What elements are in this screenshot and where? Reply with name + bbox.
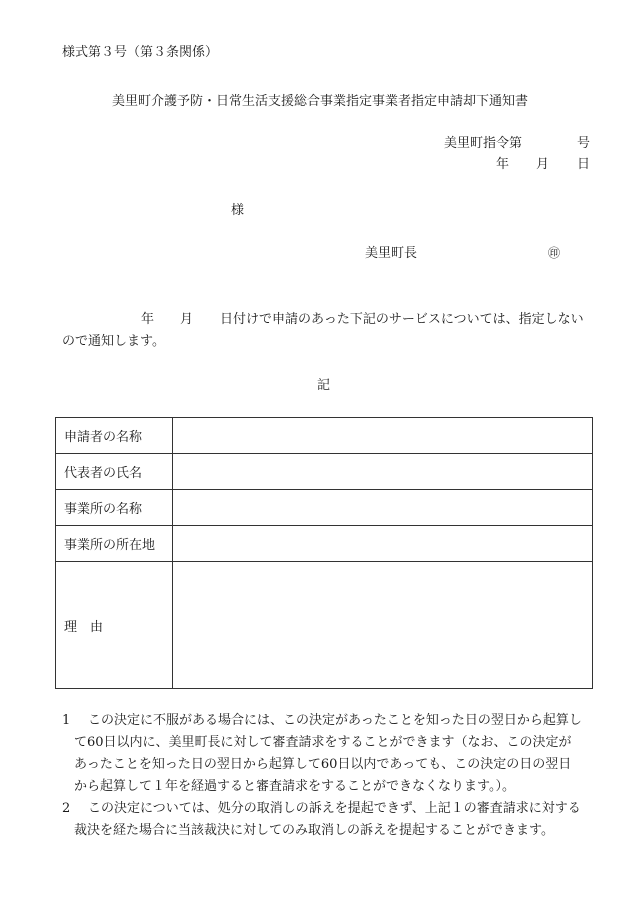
body-text-end: ので通知します。	[62, 334, 165, 349]
table-row	[56, 418, 593, 454]
note-2-line2: 裁決を経た場合に当該裁決に対してのみ取消しの訴えを提起することができます。	[74, 823, 554, 838]
office-address-label: 事業所の所在地	[56, 526, 173, 562]
order-number-suffix: 号	[577, 136, 591, 151]
body-text-start: 日付けで申請のあった下記のサービスについては、指定しない	[220, 312, 584, 327]
order-number-prefix: 美里町指令第	[444, 136, 523, 151]
note-1-line1: この決定に不服がある場合には、この決定があったことを知った日の翌日から起算し	[88, 713, 582, 728]
addressee-honorific: 様	[231, 203, 245, 218]
reason-label: 理 由	[56, 562, 173, 689]
form-label: 様式第３号（第３条関係）	[62, 45, 219, 60]
applicant-name-label: 申請者の名称	[56, 418, 173, 454]
office-address-field[interactable]	[173, 526, 593, 562]
note-2-line1: この決定については、処分の取消しの訴えを提起できず、上記１の審査請求に対する	[88, 801, 581, 816]
body-month-label: 月	[180, 312, 194, 327]
note-1-line2: て60日以内に、美里町長に対して審査請求をすることができます（なお、この決定が	[74, 735, 572, 750]
table-row	[56, 454, 593, 490]
table-row	[56, 526, 593, 562]
office-name-field[interactable]	[173, 490, 593, 526]
reason-field[interactable]	[173, 562, 593, 689]
note-1-number: 1	[62, 713, 71, 728]
note-1-line3: あったことを知った日の翌日から起算して60日以内であっても、この決定の日の翌日	[74, 757, 572, 772]
ki-heading: 記	[317, 378, 331, 393]
date-year-label: 年	[496, 157, 510, 172]
date-day-label: 日	[577, 157, 591, 172]
representative-name-field[interactable]	[173, 454, 593, 490]
note-2-number: 2	[62, 801, 71, 816]
office-name-label: 事業所の名称	[56, 490, 173, 526]
applicant-name-field[interactable]	[173, 418, 593, 454]
table-row	[56, 562, 593, 689]
date-month-label: 月	[536, 157, 550, 172]
details-table	[55, 417, 593, 689]
issuer-title: 美里町長	[365, 246, 418, 261]
document-title: 美里町介護予防・日常生活支援総合事業指定事業者指定申請却下通知書	[112, 94, 529, 109]
note-1-line4: から起算して１年を経過すると審査請求をすることができなくなります。）。	[74, 779, 515, 794]
body-year-label: 年	[141, 312, 155, 327]
representative-name-label: 代表者の氏名	[56, 454, 173, 490]
seal-mark: ㊞	[548, 246, 561, 260]
table-row	[56, 490, 593, 526]
